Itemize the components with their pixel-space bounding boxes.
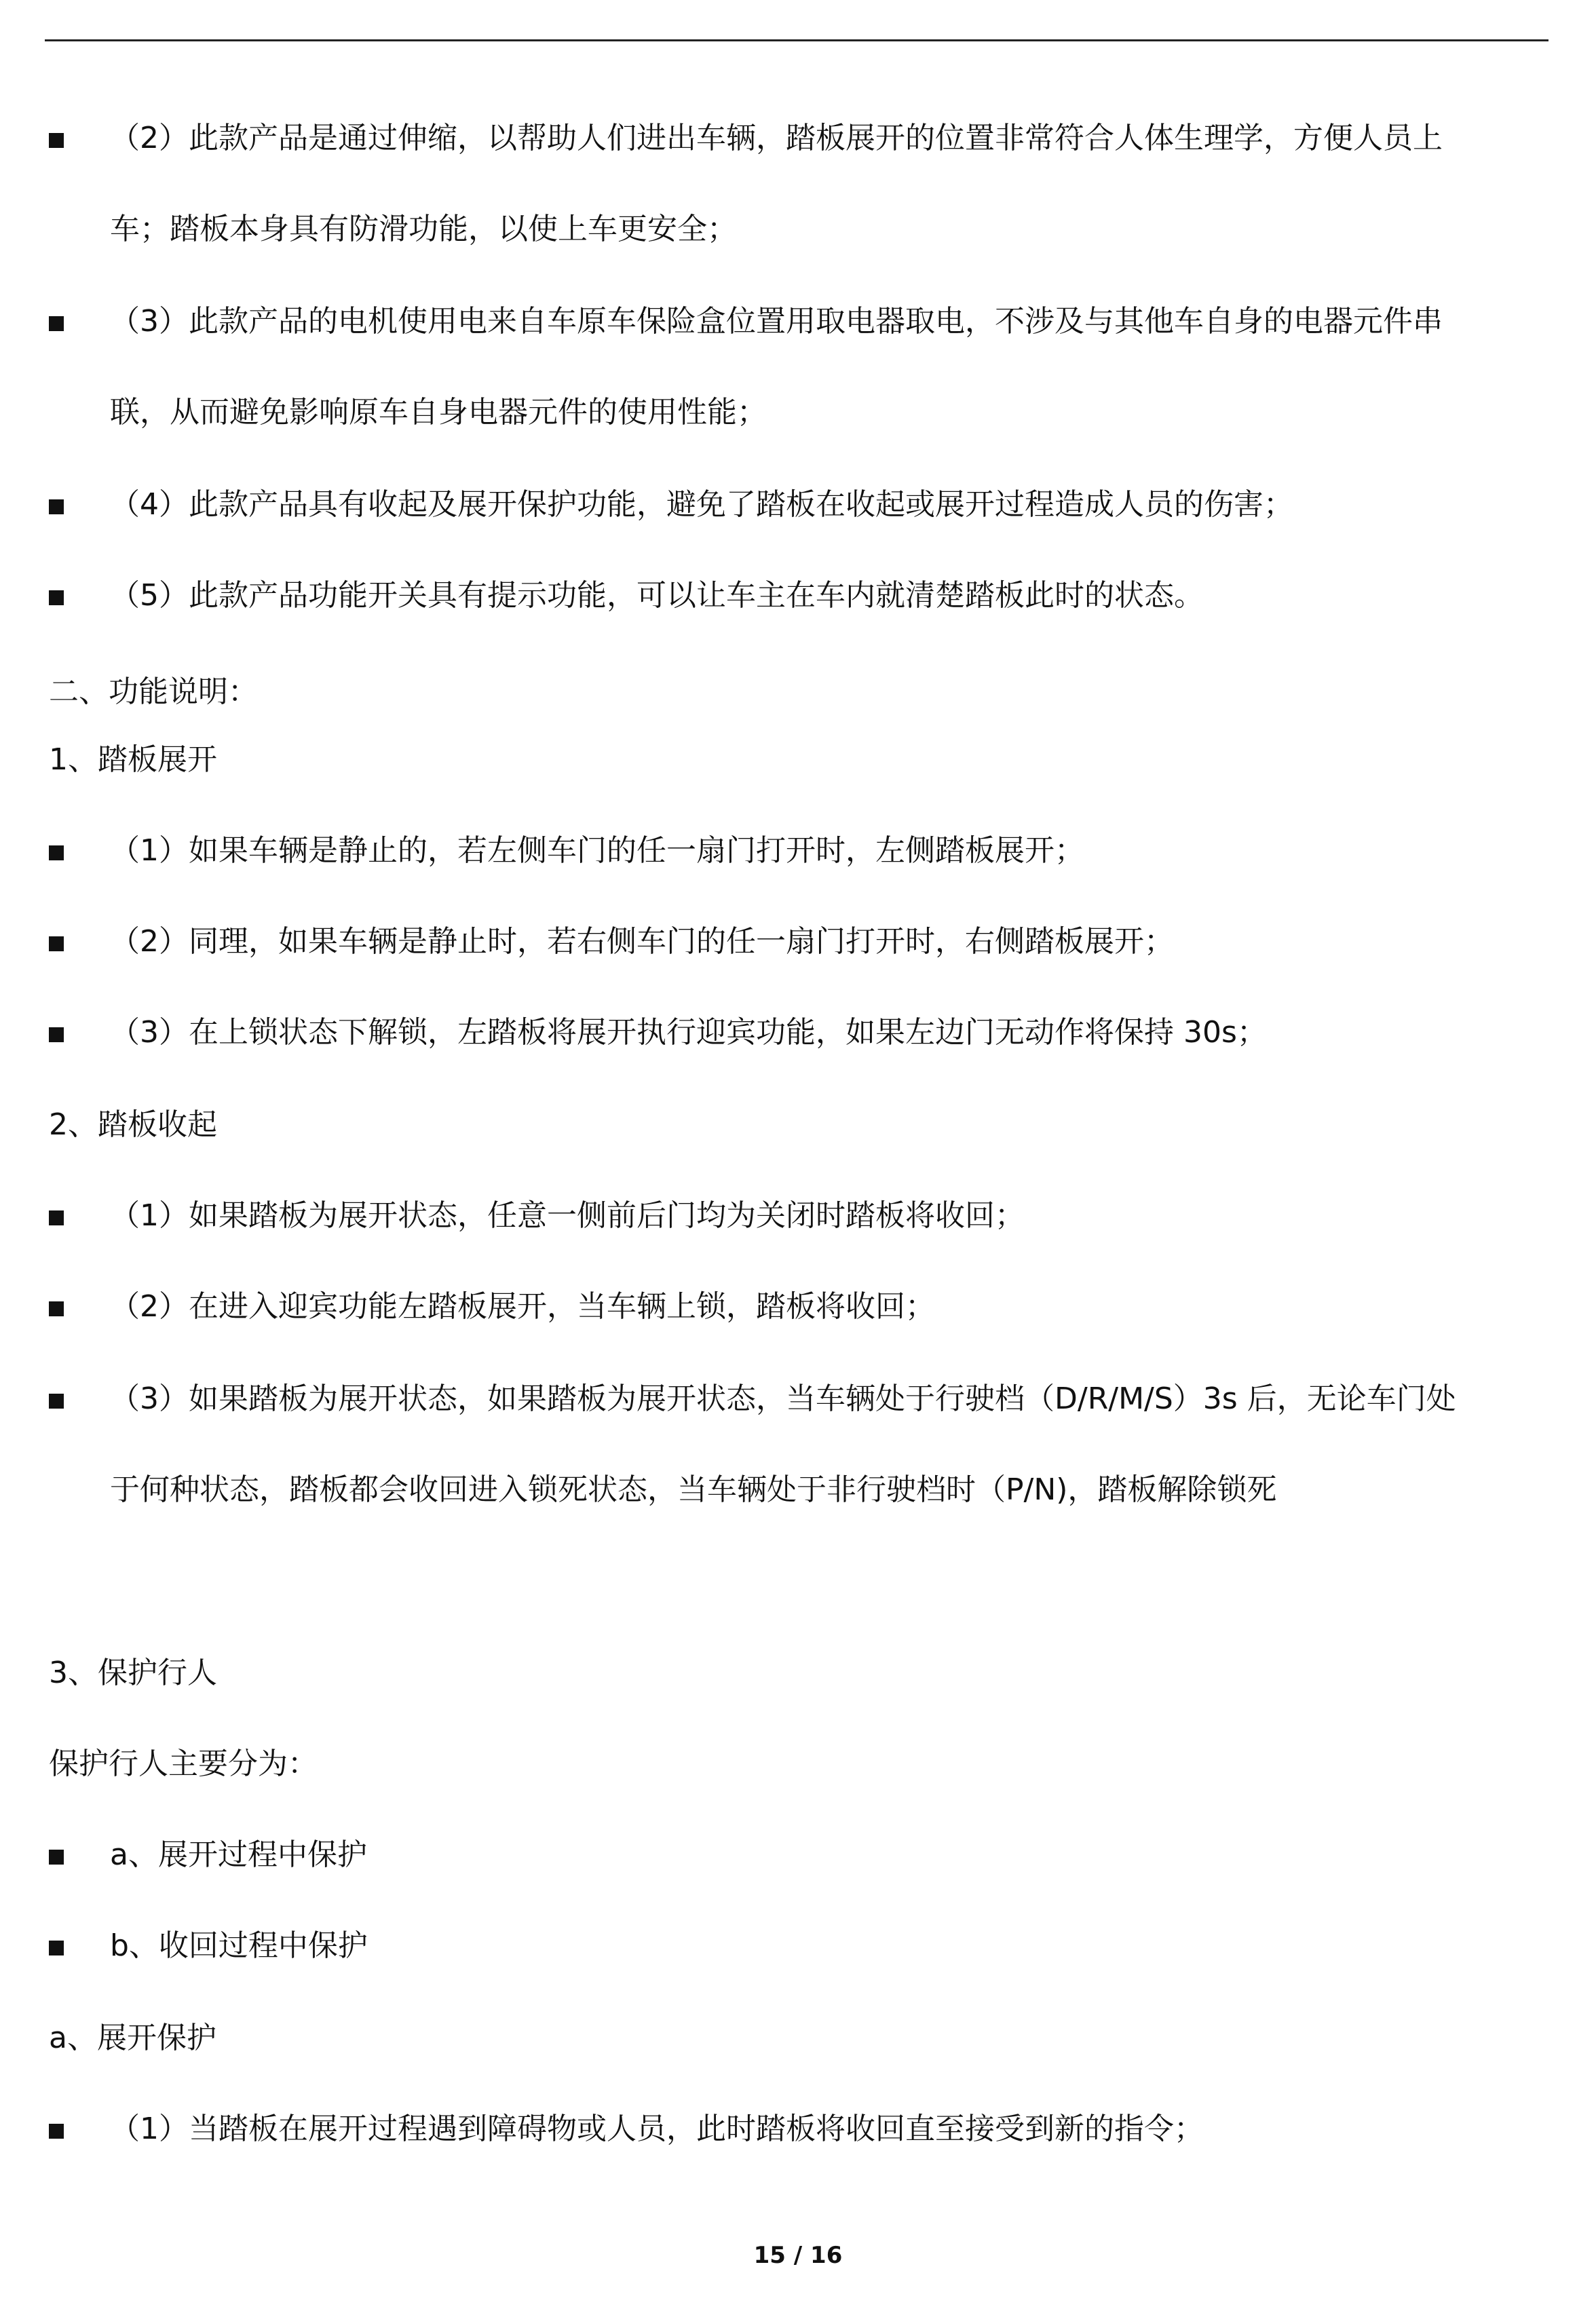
bullet-icon [49,590,64,605]
protect-type-a: a、展开过程中保护 [110,1837,367,1872]
bullet-icon [49,936,64,951]
bullet-icon [49,845,64,860]
bullet-icon [49,1850,64,1865]
bullet-icon [49,1301,64,1316]
feature-5: （5）此款产品功能开关具有提示功能，可以让车主在车内就清楚踏板此时的状态。 [110,578,1204,613]
retract-heading: 2、踏板收起 [49,1107,217,1142]
feature-2-line-2: 车；踏板本身具有防滑功能，以使上车更安全； [110,212,737,246]
deploy-item-3: （3）在上锁状态下解锁，左踏板将展开执行迎宾功能，如果左边门无动作将保持 30s； [110,1015,1267,1050]
page-number: 15 / 16 [753,2242,843,2269]
feature-4: （4）此款产品具有收起及展开保护功能，避免了踏板在收起或展开过程造成人员的伤害； [110,487,1293,522]
retract-item-2: （2）在进入迎宾功能左踏板展开，当车辆上锁，踏板将收回； [110,1289,935,1324]
protect-type-b: b、收回过程中保护 [110,1928,368,1963]
deploy-item-2: （2）同理，如果车辆是静止时，若右侧车门的任一扇门打开时，右侧踏板展开； [110,924,1174,959]
bullet-icon [49,1210,64,1225]
protect-sub-heading: a、展开保护 [49,2021,216,2055]
bullet-icon [49,1027,64,1042]
deploy-item-1: （1）如果车辆是静止的，若左侧车门的任一扇门打开时，左侧踏板展开； [110,833,1084,868]
deploy-heading: 1、踏板展开 [49,742,217,777]
protect-heading: 3、保护行人 [49,1656,217,1690]
feature-2-line-1: （2）此款产品是通过伸缩，以帮助人们进出车辆，踏板展开的位置非常符合人体生理学，方便人员上 [110,121,1443,155]
protect-item-1: （1）当踏板在展开过程遇到障碍物或人员，此时踏板将收回直至接受到新的指令； [110,2112,1204,2146]
bullet-icon [49,2124,64,2139]
bullet-icon [49,1394,64,1409]
retract-item-3-line-1: （3）如果踏板为展开状态，如果踏板为展开状态，当车辆处于行驶档（D/R/M/S）3s 后，无论车门处 [110,1381,1456,1416]
retract-item-1: （1）如果踏板为展开状态，任意一侧前后门均为关闭时踏板将收回； [110,1198,1025,1233]
header-rule [45,39,1548,41]
feature-3-line-2: 联，从而避免影响原车自身电器元件的使用性能； [110,395,767,430]
bullet-icon [49,133,64,148]
bullet-icon [49,316,64,331]
protect-intro: 保护行人主要分为： [49,1747,318,1781]
feature-3-line-1: （3）此款产品的电机使用电来自车原车保险盒位置用取电器取电，不涉及与其他车自身的电器元件串 [110,304,1443,339]
bullet-icon [49,1941,64,1955]
bullet-icon [49,499,64,514]
retract-item-3-line-2: 于何种状态，踏板都会收回进入锁死状态，当车辆处于非行驶档时（P/N)，踏板解除锁死 [110,1472,1277,1507]
section-title: 二、功能说明： [49,674,258,709]
